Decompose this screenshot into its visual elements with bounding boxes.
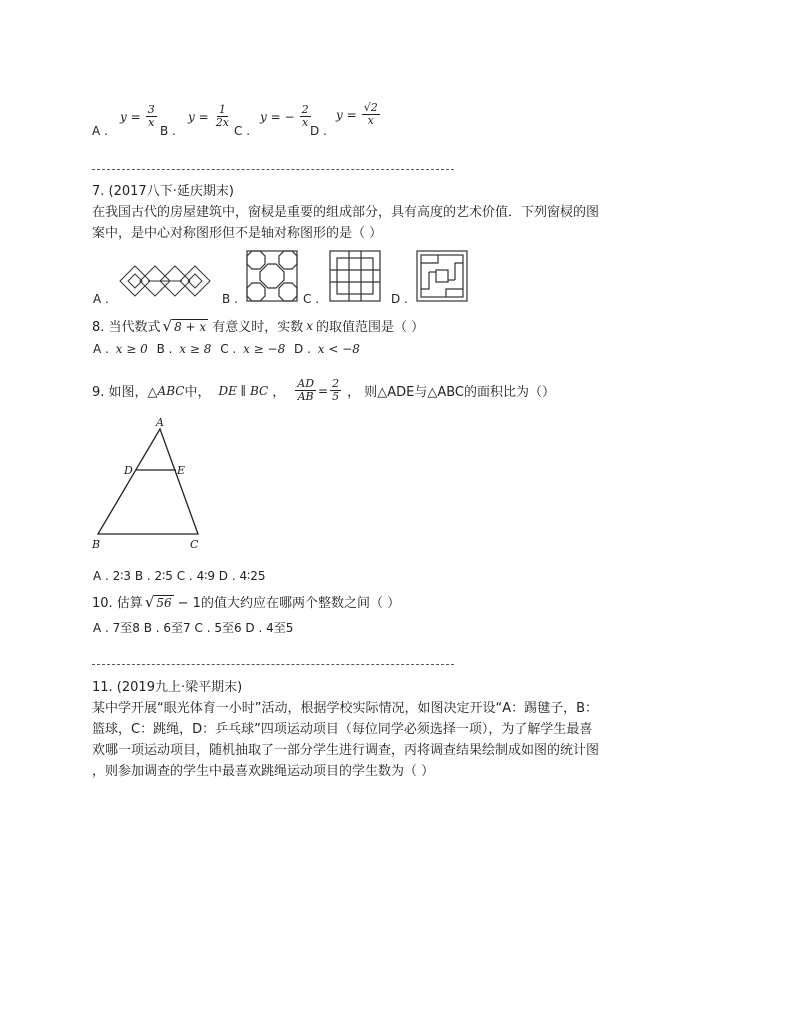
q10-options: A . 7至8 B . 6至7 C . 5至6 D . 4至5 — [93, 621, 294, 635]
q7-line-2: 案中，是中心对称图形但不是轴对称图形的是（ ） — [92, 226, 383, 241]
q11-line-2: 篮球，C：跳绳，D：乒乓球”四项运动项目（每位同学必须选择一项），为了解学生最喜 — [92, 722, 593, 737]
q7-option-d-label: D . — [391, 292, 408, 306]
q7-line-1: 在我国古代的房屋建筑中，窗棂是重要的组成部分，具有高度的艺术价值．下列窗棂的图 — [92, 205, 600, 220]
q11-line-4: ，则参加调查的学生中最喜欢跳绳运动项目的学生数为（ ） — [92, 764, 435, 779]
q7-option-a-lattice-icon — [118, 258, 212, 304]
q10-sqrt: √ 56 — [144, 592, 172, 611]
q8-sqrt: √ 8 + x — [162, 316, 207, 335]
vertex-label-a: A — [156, 416, 164, 429]
triangle-abc — [98, 429, 198, 534]
q11-line-3: 欢哪一项运动项目，随机抽取了一部分学生进行调查，丙将调查结果绘制成如图的统计图 — [92, 743, 600, 758]
q6-option-a-label: A . — [92, 124, 108, 138]
q7-option-c-label: C . — [303, 292, 320, 306]
q7-option-d-lattice-icon — [416, 250, 468, 302]
q6-option-c-expr: y = − $\frac{2}{x}$ — [260, 103, 309, 129]
q9-stem: 9. 如图，△ ABC 中， DE ∥ BC ， $\frac{AD}{AB}$ = $\frac{2}{5}$ ， 则△ADE与△ABC的面积比为（） — [92, 377, 555, 403]
q6-option-d-expr: y = $\frac{√2}{x}$ — [336, 101, 378, 127]
q6-option-b-label: B . — [160, 124, 176, 138]
q11-line-1: 某中学开展“眼光体育一小时”活动，根据学校实际情况，如图决定开设“A：踢毽子，B： — [92, 701, 599, 716]
q7-option-c-lattice-icon — [329, 250, 381, 302]
q10-stem: 10. 估算 √ 56 − 1的值大约应在哪两个整数之间（ ） — [92, 592, 401, 611]
q7-option-b-label: B . — [222, 292, 238, 306]
separator-1 — [92, 169, 454, 170]
q9-options: A . 2∶3 B . 2∶5 C . 4∶9 D . 4∶25 — [93, 569, 266, 583]
q6-option-a-expr: y = $\frac{3}{x}$ — [120, 103, 155, 129]
q6-option-b-expr: y = $\frac{1}{2x}$ — [188, 103, 229, 129]
vertex-label-e: E — [177, 464, 186, 477]
q9-triangle-figure — [88, 414, 208, 554]
q11-header: 11. (2019九上·梁平期末) — [92, 680, 243, 695]
q6-options — [92, 98, 412, 138]
q8-stem: 8. 当代数式 √ 8 + x 有意义时，实数 x 的取值范围是（ ） — [92, 316, 425, 335]
q6-option-d-label: D . — [310, 124, 327, 138]
q6-option-c-label: C . — [234, 124, 251, 138]
q7-header: 7. (2017八下·延庆期末) — [92, 184, 234, 199]
vertex-label-d: D — [124, 464, 133, 477]
q7-option-b-lattice-icon — [246, 250, 298, 302]
separator-2 — [92, 664, 454, 665]
q8-options: A . x ≥ 0 B . x ≥ 8 C . x ≥ −8 D . x < −8 — [93, 342, 360, 356]
vertex-label-c: C — [190, 538, 199, 551]
q7-option-a-label: A . — [93, 292, 109, 306]
vertex-label-b: B — [92, 538, 101, 551]
